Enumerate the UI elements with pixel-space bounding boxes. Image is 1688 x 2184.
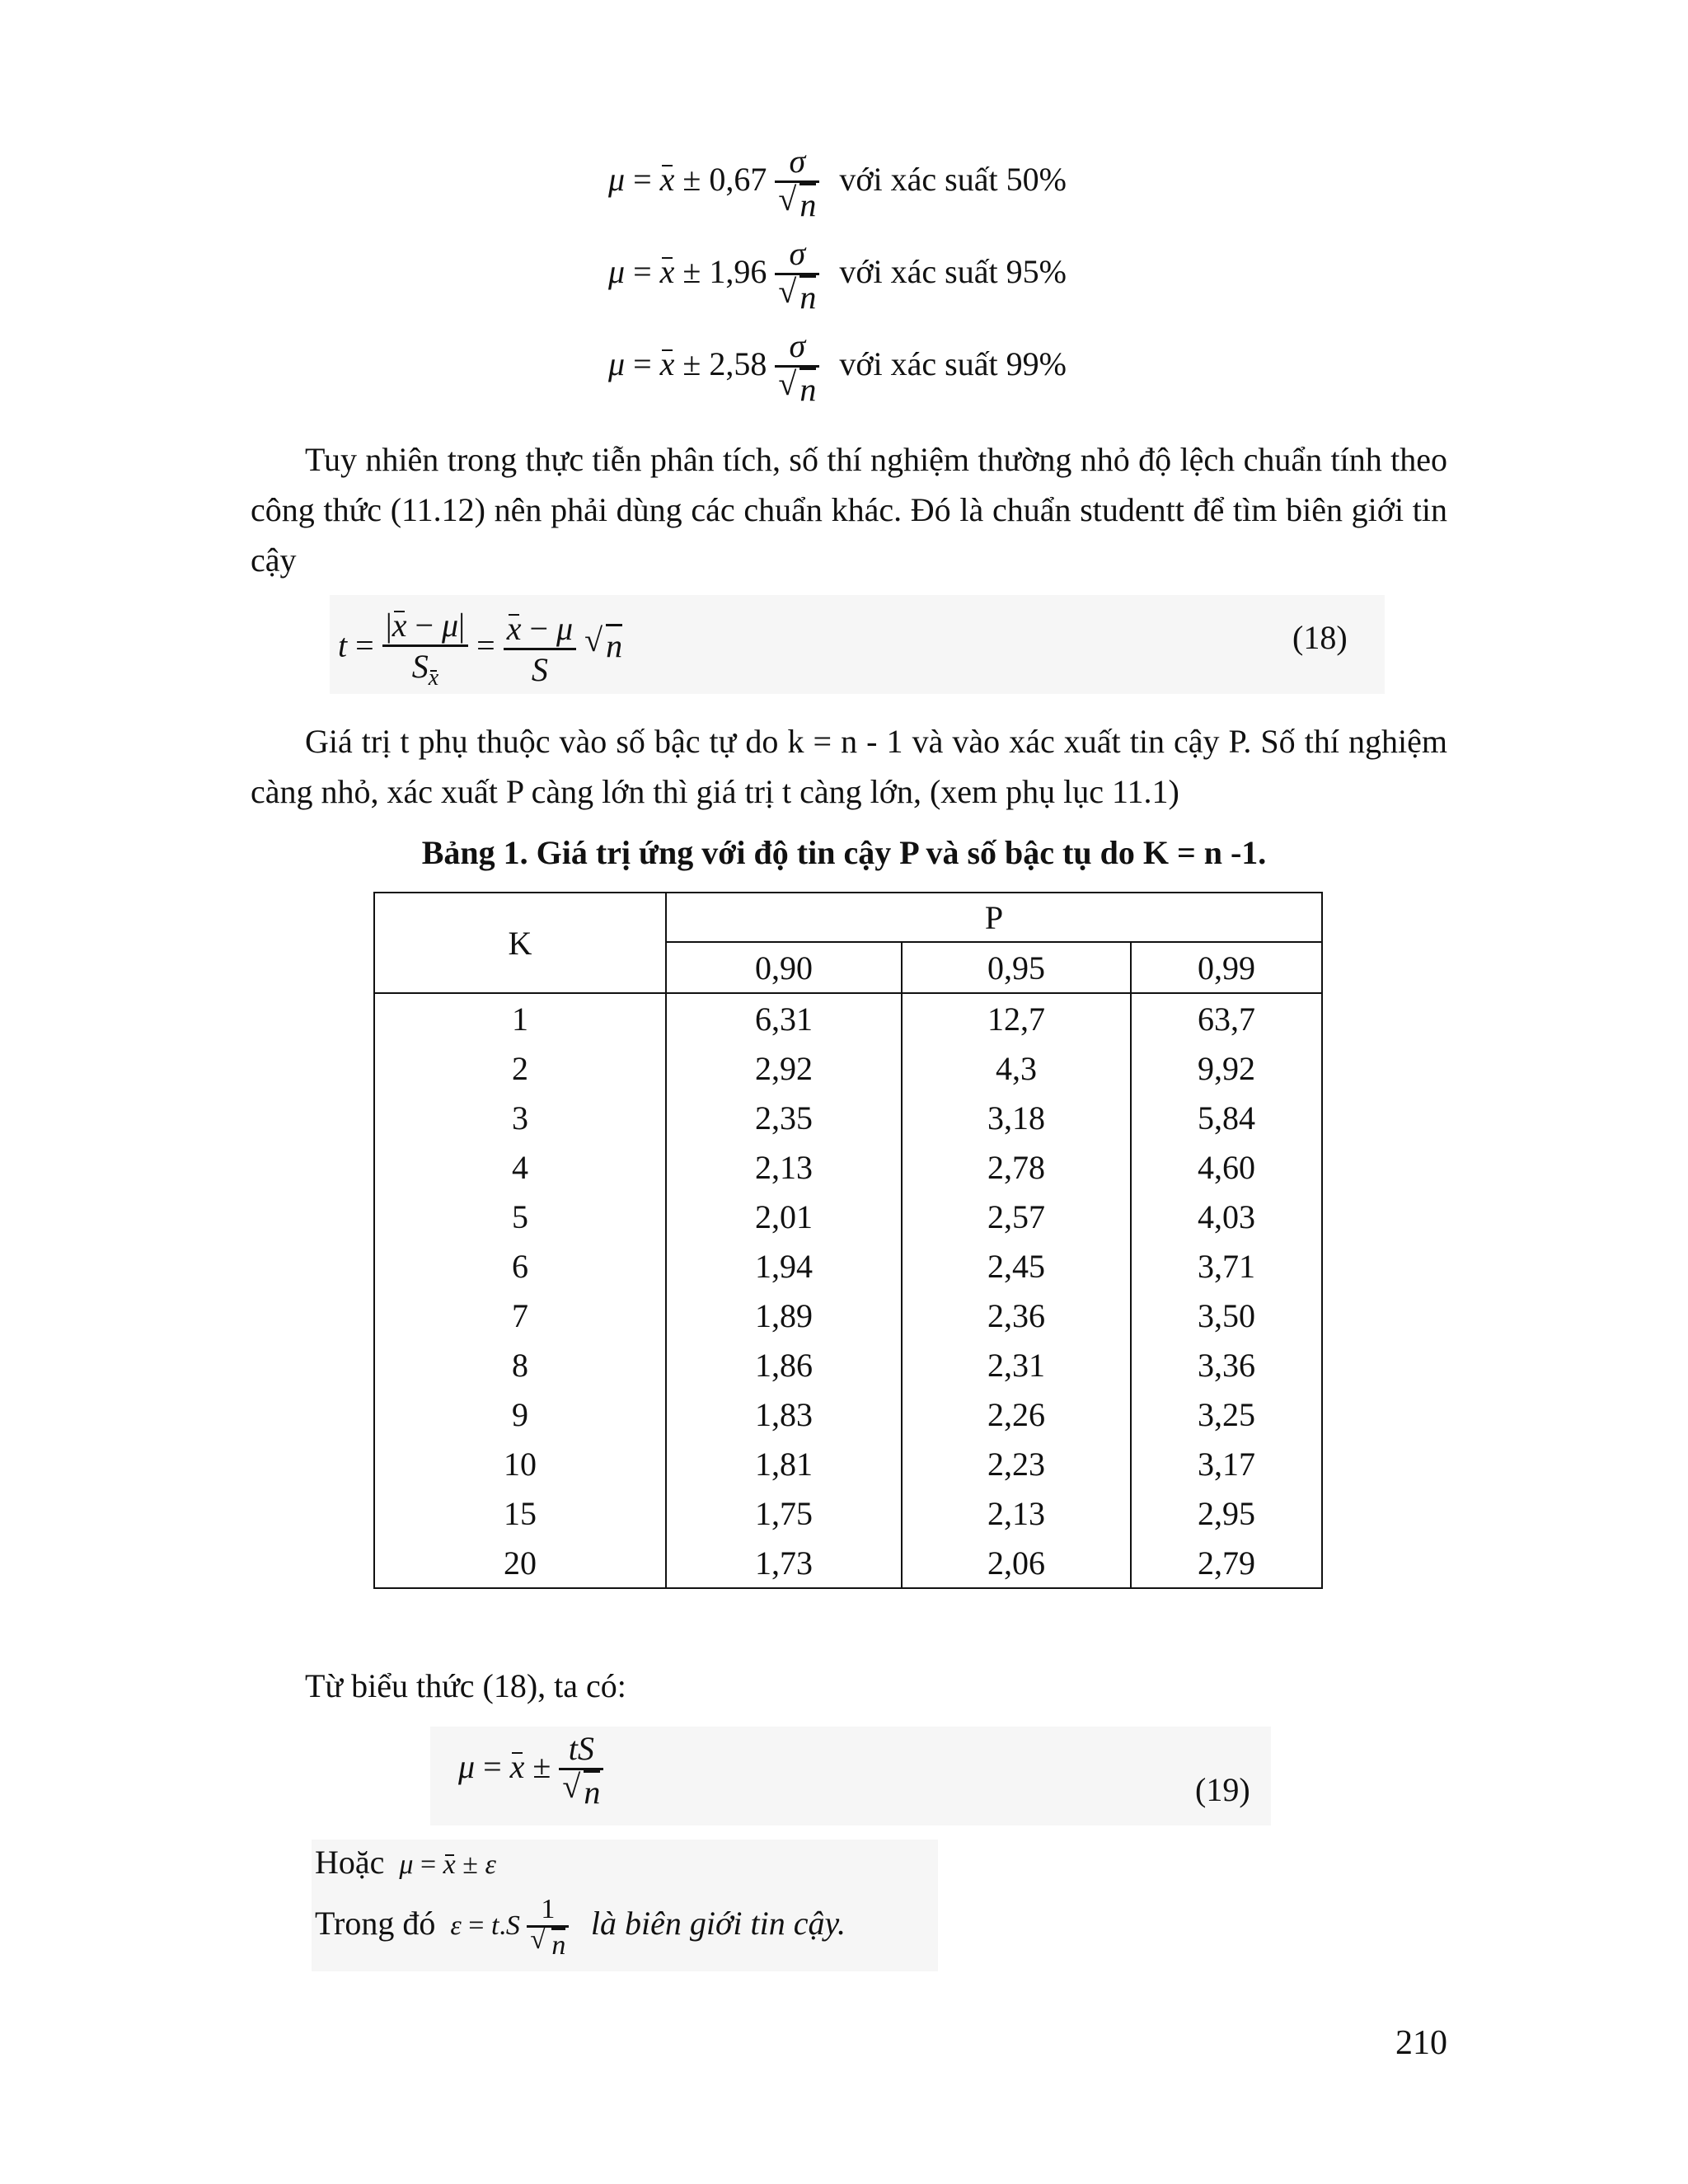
- cell-k: 7: [374, 1291, 666, 1340]
- eq18-number: (18): [1292, 619, 1348, 656]
- cell-099: 3,25: [1131, 1390, 1322, 1439]
- cell-k: 20: [374, 1538, 666, 1588]
- formula-99-text: với xác suất 99%: [839, 345, 1067, 383]
- cell-095: 2,36: [902, 1291, 1131, 1340]
- cell-090: 2,01: [666, 1192, 902, 1241]
- p-value-095: 0,95: [902, 942, 1131, 993]
- cell-090: 1,86: [666, 1340, 902, 1390]
- trong-do-tail: là biên giới tin cậy.: [590, 1904, 846, 1942]
- table-row: [374, 1340, 1322, 1390]
- trong-do-label: Trong đó: [315, 1904, 436, 1942]
- formula-95: μ = x ± 1,96 σ √ n với xác suất 95%: [608, 234, 1067, 316]
- cell-090: 1,75: [666, 1488, 902, 1538]
- cell-095: 2,26: [902, 1390, 1131, 1439]
- table-row: [374, 1241, 1322, 1291]
- cell-095: 12,7: [902, 993, 1131, 1043]
- cell-k: 2: [374, 1043, 666, 1093]
- cell-095: 3,18: [902, 1093, 1131, 1142]
- page-number: 210: [1395, 2024, 1447, 2062]
- table-row: [374, 1390, 1322, 1439]
- cell-099: 3,71: [1131, 1241, 1322, 1291]
- p-value-099: 0,99: [1131, 942, 1322, 993]
- cell-099: 3,36: [1131, 1340, 1322, 1390]
- p-value-090: 0,90: [666, 942, 902, 993]
- cell-k: 15: [374, 1488, 666, 1538]
- cell-090: 1,73: [666, 1538, 902, 1588]
- table-row: [374, 1439, 1322, 1488]
- cell-095: 2,13: [902, 1488, 1131, 1538]
- cell-095: 4,3: [902, 1043, 1131, 1093]
- trong-do-line: Trong đó ε = t.S 1 √ n là biên giới tin cậy.: [315, 1894, 846, 1961]
- cell-090: 1,94: [666, 1241, 902, 1291]
- table-row: [374, 993, 1322, 1043]
- cell-090: 1,83: [666, 1390, 902, 1439]
- formula-18: t = $\frac{|x - \mu|}{S_x}$ = $\frac{x - \mu}{S}$ √ n: [338, 606, 622, 692]
- paragraph-from-18: Từ biểu thức (18), ta có:: [305, 1667, 626, 1704]
- cell-090: 2,13: [666, 1142, 902, 1192]
- cell-095: 2,45: [902, 1241, 1131, 1291]
- cell-k: 8: [374, 1340, 666, 1390]
- p-header: P: [666, 893, 1322, 942]
- cell-099: 63,7: [1131, 993, 1322, 1043]
- cell-095: 2,57: [902, 1192, 1131, 1241]
- hoac-line: Hoặc μ = x ± ε: [315, 1844, 496, 1881]
- table-caption: Bảng 1. Giá trị ứng với độ tin cậy P và số bậc tụ do K = n -1.: [421, 834, 1267, 871]
- cell-k: 10: [374, 1439, 666, 1488]
- formula-50-text: với xác suất 50%: [839, 161, 1067, 199]
- cell-099: 4,60: [1131, 1142, 1322, 1192]
- cell-099: 5,84: [1131, 1093, 1322, 1142]
- cell-090: 1,89: [666, 1291, 902, 1340]
- cell-k: 3: [374, 1093, 666, 1142]
- cell-k: 6: [374, 1241, 666, 1291]
- cell-099: 3,17: [1131, 1439, 1322, 1488]
- cell-095: 2,31: [902, 1340, 1131, 1390]
- cell-095: 2,23: [902, 1439, 1131, 1488]
- k-header: K: [374, 893, 666, 993]
- cell-k: 9: [374, 1390, 666, 1439]
- cell-k: 1: [374, 993, 666, 1043]
- cell-099: 3,50: [1131, 1291, 1322, 1340]
- table-row: [374, 1291, 1322, 1340]
- table-row: [374, 1043, 1322, 1093]
- eq19-number: (19): [1195, 1771, 1250, 1808]
- cell-090: 2,92: [666, 1043, 902, 1093]
- table-row: [374, 1142, 1322, 1192]
- formula-99: μ = x ± 2,58 σ √ n với xác suất 99%: [608, 326, 1067, 409]
- paragraph-student-intro: Tuy nhiên trong thực tiễn phân tích, số thí nghiệm thường nhỏ độ lệch chuẩn tính theo công thức (11.12) nên phải dùng các chuẩn khác. Đó là chuẩn studentt để tìm biên giới tin cậy: [251, 441, 1447, 579]
- table-row: [374, 1538, 1322, 1588]
- table-row: [374, 1093, 1322, 1142]
- cell-095: 2,06: [902, 1538, 1131, 1588]
- hoac-label: Hoặc: [315, 1844, 385, 1881]
- formula-50: μ = x ± 0,67 σ √ n với xác suất 50%: [608, 142, 1067, 224]
- cell-099: 2,95: [1131, 1488, 1322, 1538]
- cell-099: 2,79: [1131, 1538, 1322, 1588]
- formula-19: μ = x ± tS √ n: [458, 1729, 603, 1811]
- cell-090: 2,35: [666, 1093, 902, 1142]
- table-row: [374, 1488, 1322, 1538]
- student-t-table: [373, 892, 1323, 1589]
- cell-099: 9,92: [1131, 1043, 1322, 1093]
- paragraph-t-dependence: Giá trị t phụ thuộc vào số bậc tự do k = n - 1 và vào xác xuất tin cậy P. Số thí nghiệm càng nhỏ, xác xuất P càng lớn thì giá trị t càng lớn, (xem phụ lục 11.1): [251, 723, 1447, 810]
- cell-090: 6,31: [666, 993, 902, 1043]
- cell-090: 1,81: [666, 1439, 902, 1488]
- table-row: [374, 1192, 1322, 1241]
- cell-k: 5: [374, 1192, 666, 1241]
- cell-099: 4,03: [1131, 1192, 1322, 1241]
- cell-k: 4: [374, 1142, 666, 1192]
- formula-95-text: với xác suất 95%: [839, 253, 1067, 291]
- cell-095: 2,78: [902, 1142, 1131, 1192]
